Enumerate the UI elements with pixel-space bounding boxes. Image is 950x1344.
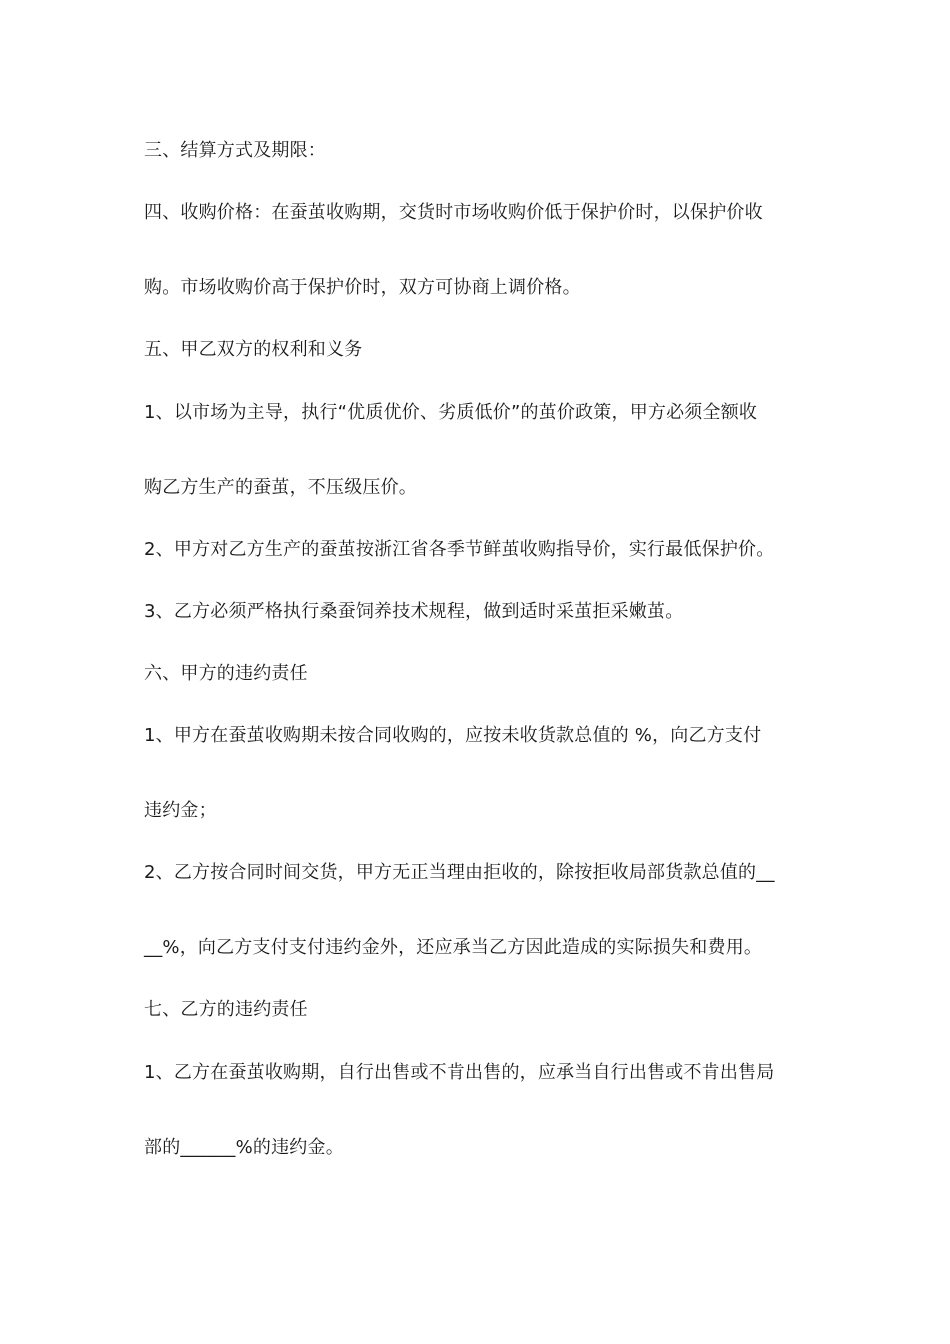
section-3-heading: 三、结算方式及期限： bbox=[144, 140, 326, 161]
section-4-text-line-1: 四、收购价格：在蚕茧收购期，交货时市场收购价低于保护价时，以保护价收 bbox=[144, 202, 763, 223]
section-7-item-1-line-1: 1、乙方在蚕茧收购期，自行出售或不肯出售的，应承当自行出售或不肯出售局 bbox=[144, 1062, 775, 1083]
section-5-item-2: 2、甲方对乙方生产的蚕茧按浙江省各季节鲜茧收购指导价，实行最低保护价。 bbox=[144, 539, 775, 560]
section-7-heading: 七、乙方的违约责任 bbox=[144, 999, 308, 1020]
section-6-item-1-line-2: 违约金； bbox=[144, 800, 217, 821]
section-7-item-1-line-2: 部的______%的违约金。 bbox=[144, 1137, 344, 1158]
section-4-text-line-2: 购。市场收购价高于保护价时，双方可协商上调价格。 bbox=[144, 277, 581, 298]
section-5-item-3: 3、乙方必须严格执行桑蚕饲养技术规程，做到适时采茧拒采嫩茧。 bbox=[144, 601, 684, 622]
section-6-item-2-line-2: __%，向乙方支付支付违约金外，还应承当乙方因此造成的实际损失和费用。 bbox=[144, 937, 763, 958]
section-5-item-1-line-1: 1、以市场为主导，执行“优质优价、劣质低价”的茧价政策，甲方必须全额收 bbox=[144, 402, 758, 423]
section-6-heading: 六、甲方的违约责任 bbox=[144, 663, 308, 684]
section-6-item-2-line-1: 2、乙方按合同时间交货，甲方无正当理由拒收的，除按拒收局部货款总值的__ bbox=[144, 862, 775, 883]
section-5-item-1-line-2: 购乙方生产的蚕茧，不压级压价。 bbox=[144, 477, 417, 498]
section-5-heading: 五、甲乙双方的权利和义务 bbox=[144, 339, 363, 360]
section-6-item-1-line-1: 1、甲方在蚕茧收购期未按合同收购的，应按未收货款总值的 %，向乙方支付 bbox=[144, 725, 762, 746]
